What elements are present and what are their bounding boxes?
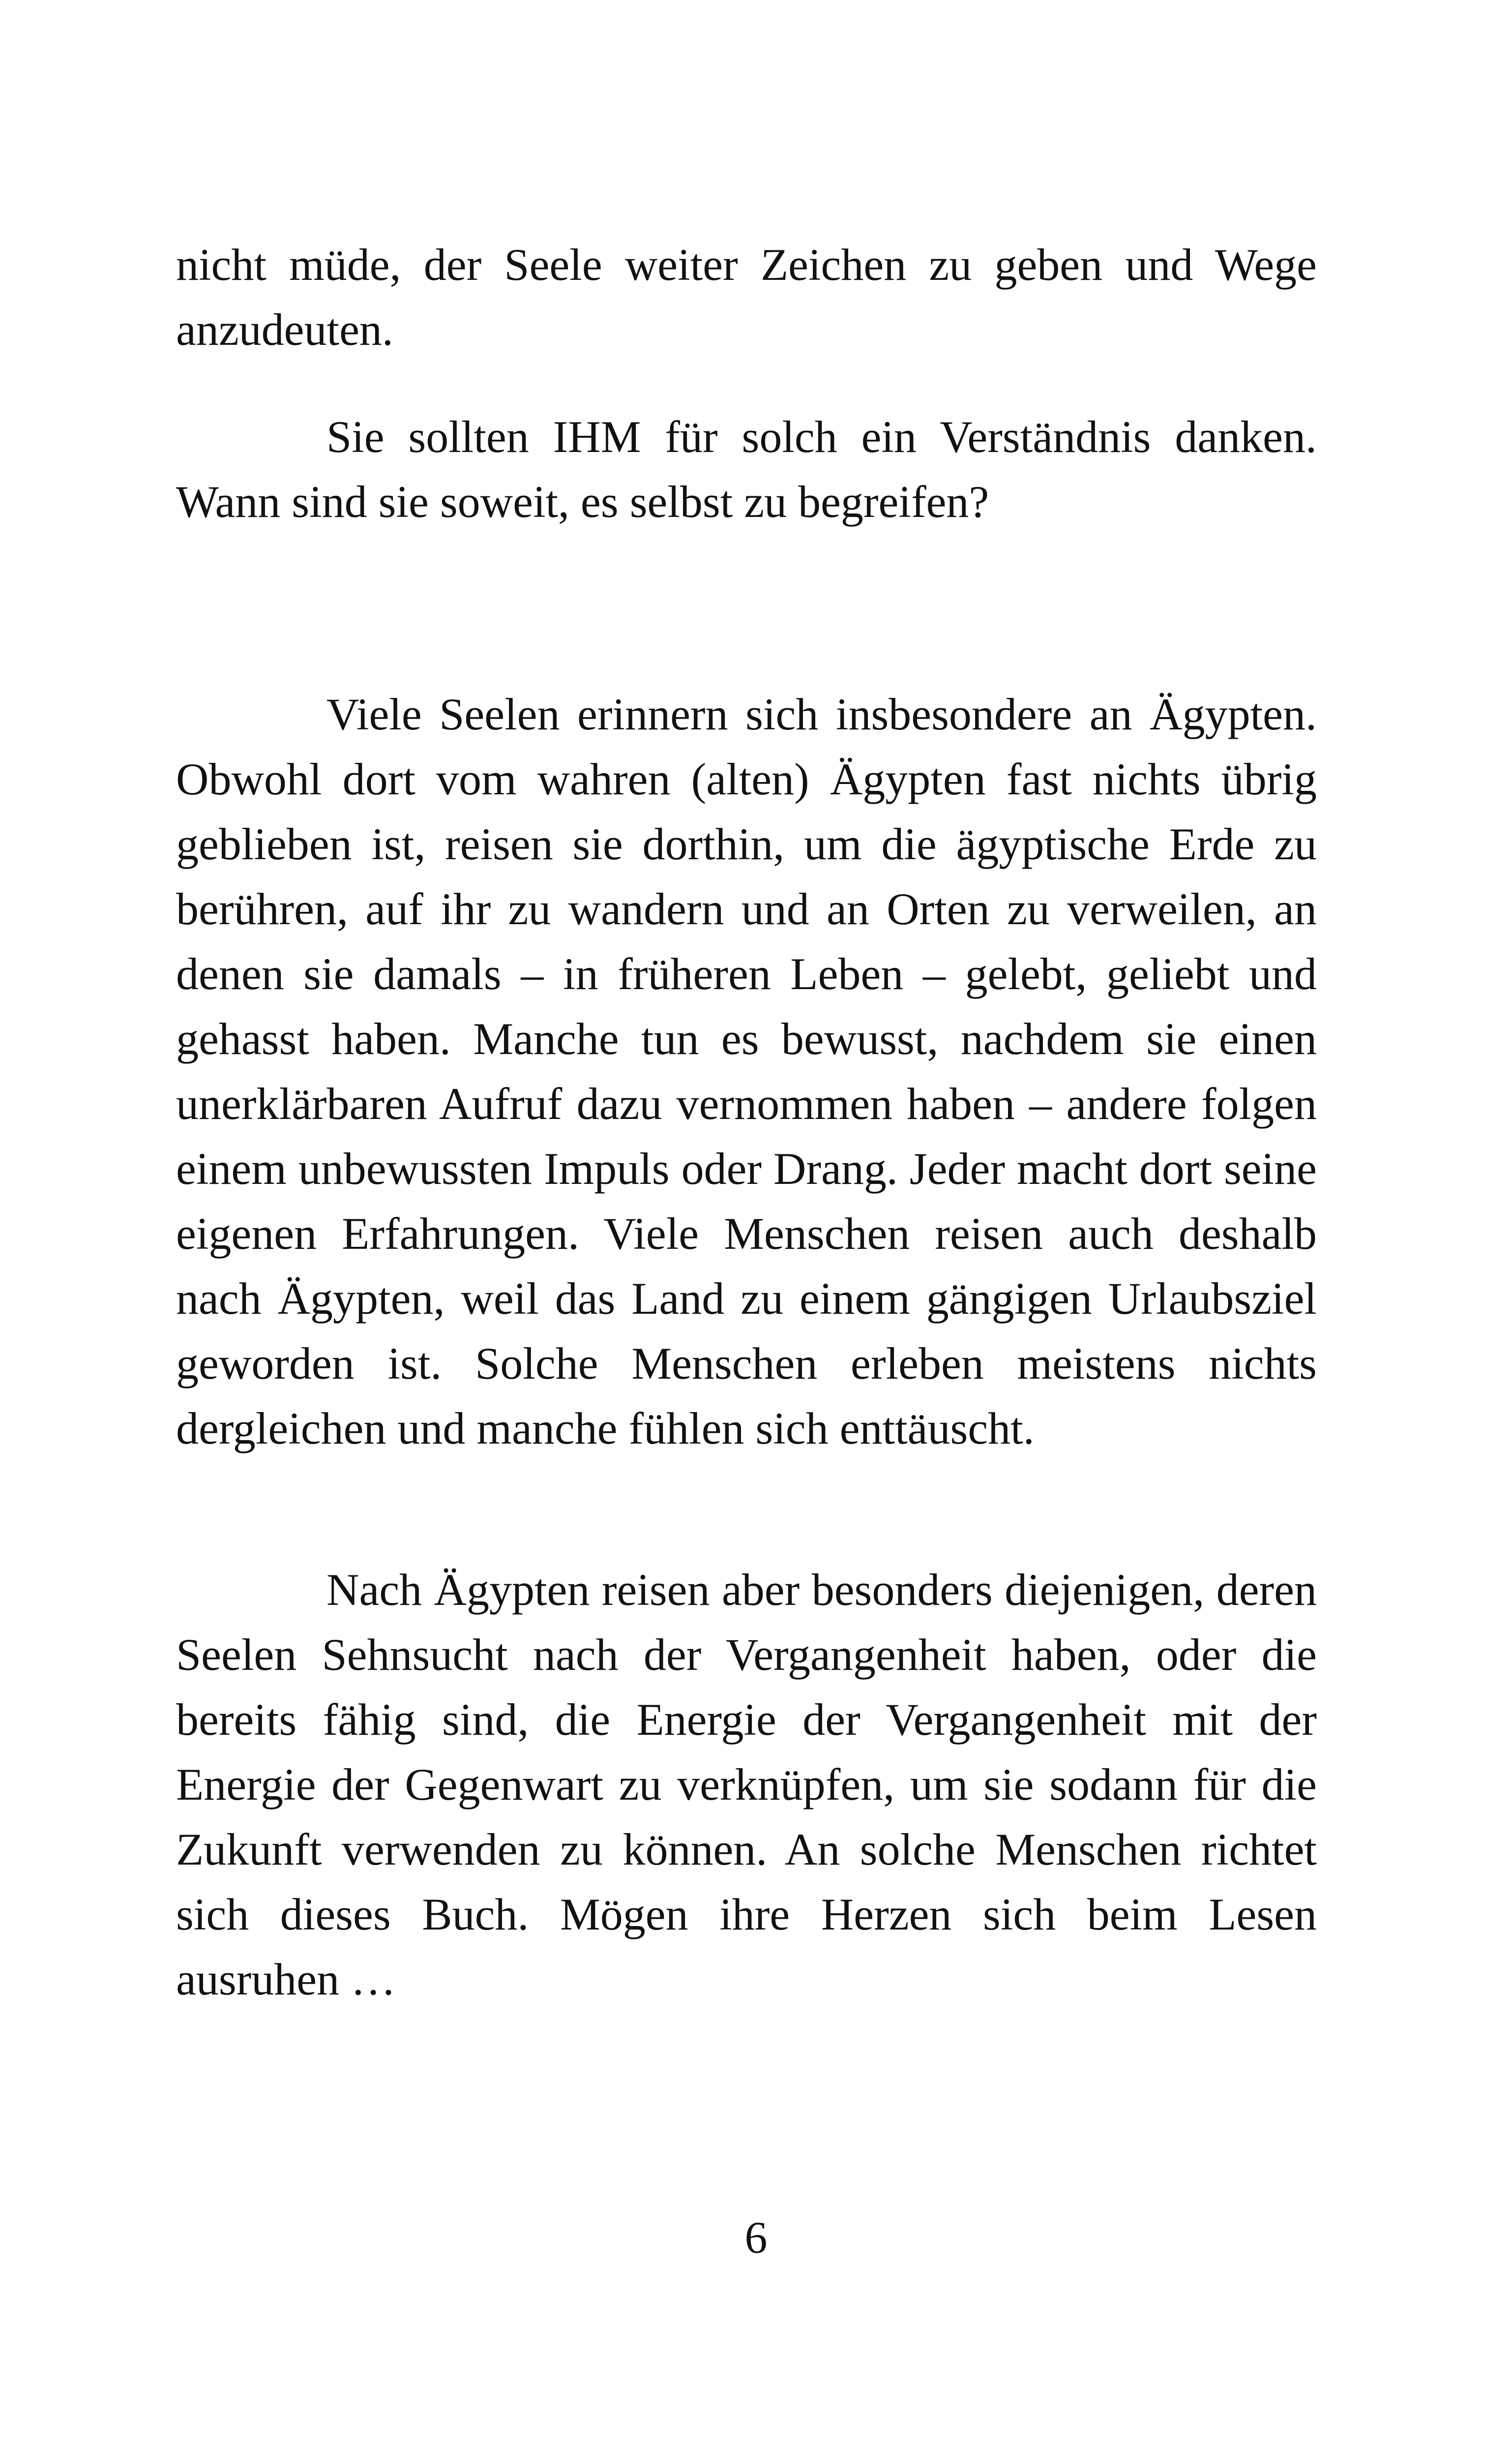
paragraph-thanks: Sie sollten IHM für solch ein Verständnis danken. Wann sind sie soweit, es selbst zu begreifen? <box>176 412 1317 527</box>
paragraph-egypt-memories: Viele Seelen erinnern sich insbesondere an Ägypten. Obwohl dort vom wahren (alten) Ägypten fast nichts übrig geblieben ist, reisen sie dorthin, um die ägyptische Erde zu berühren, auf ihr zu wandern und an Orten zu verweilen, an denen sie damals – in früheren Leben – gelebt, geliebt und gehasst haben. Manche tun es bewusst, nachdem sie einen unerklärbaren Aufruf dazu vernommen haben – andere folgen einem unbewussten Impuls oder Drang. Jeder macht dort seine eigenen Erfahrungen. Viele Menschen reisen auch deshalb nach Ägypten, weil das Land zu einem gängigen Urlaubsziel geworden ist. Solche Menschen erleben meistens nichts dergleichen und manche fühlen sich enttäuscht. <box>176 689 1317 1453</box>
paragraph-book-audience: Nach Ägypten reisen aber besonders diejenigen, deren Seelen Sehnsucht nach der Vergangenheit haben, oder die bereits fähig sind, die Energie der Vergangenheit mit der Energie der Gegenwart zu verknüpfen, um sie sodann für die Zukunft verwenden zu können. An solche Menschen richtet sich dieses Buch. Mögen ihre Herzen sich beim Lesen ausruhen … <box>176 1565 1317 2004</box>
page-number: 6 <box>744 2212 768 2262</box>
paragraph-continuation: nicht müde, der Seele weiter Zeichen zu geben und Wege anzudeuten. <box>176 240 1317 355</box>
